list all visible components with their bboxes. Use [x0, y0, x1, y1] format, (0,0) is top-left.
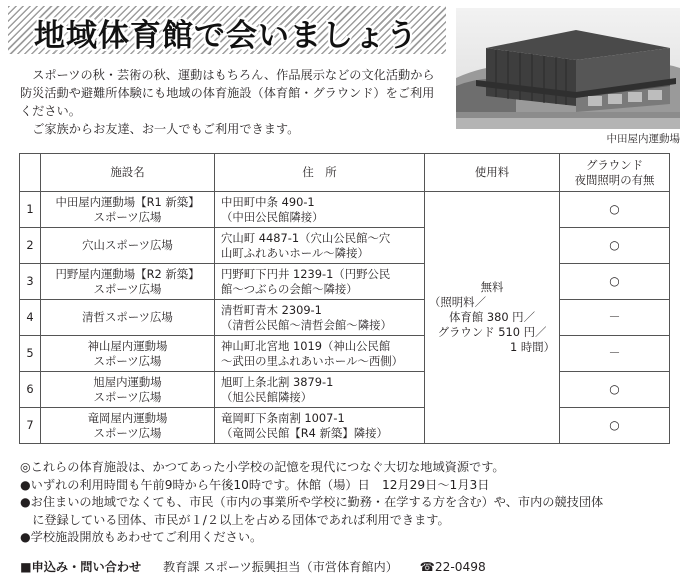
fee-line4: グラウンド 510 円／	[437, 325, 547, 339]
facility-address-line1: 神山町北宮地 1019（神山公民館	[221, 338, 391, 353]
facility-name-line1: 旭屋内運動場	[93, 374, 162, 389]
lighting-availability: ○	[560, 192, 670, 228]
note-item: ●いずれの利用時間も午前9時から午後10時です。休館（場）日 12月29日〜1月3日	[20, 477, 490, 492]
table-row	[20, 264, 670, 300]
lighting-availability: ○	[560, 264, 670, 300]
facility-address-line2: （竜岡公民館【R4 新築】隣接）	[221, 425, 388, 440]
lighting-availability: －	[560, 300, 670, 336]
facility-name-line1: 穴山スポーツ広場	[82, 238, 173, 252]
facility-address-line2: 館〜つぶらの会館〜隣接）	[221, 281, 358, 296]
col-header-name: 施設名	[41, 154, 215, 192]
row-number: 6	[20, 372, 41, 408]
facility-address	[215, 336, 425, 372]
intro-paragraph: スポーツの秋・芸術の秋、運動はもちろん、作品展示などの文化活動から防災活動や避難所体験にも地域の体育施設（体育館・グラウンド）をご利用ください。	[20, 68, 435, 118]
facility-name-line2: スポーツ広場	[93, 281, 162, 296]
fee-line2: （照明料／	[429, 295, 486, 309]
col-header-address: 住 所	[215, 154, 425, 192]
table-header-row	[20, 154, 670, 192]
table-row	[20, 192, 670, 228]
fee-line3: 体育館 380 円／	[449, 310, 535, 324]
gymnasium-photo	[456, 8, 680, 129]
lighting-availability: ○	[560, 408, 670, 444]
lighting-availability: ○	[560, 228, 670, 264]
row-number: 3	[20, 264, 41, 300]
facility-address-line1: 旭町上条北割 3879-1	[221, 374, 334, 389]
row-number: 7	[20, 408, 41, 444]
facility-name	[41, 300, 215, 336]
page-title: 地域体育館で会いましょう	[34, 18, 418, 54]
contact-label: ■申込み・問い合わせ	[20, 560, 142, 574]
usage-fee	[425, 192, 560, 444]
facility-name-line1: 円野屋内運動場【R2 新築】	[55, 266, 200, 281]
table-row	[20, 336, 670, 372]
facility-name-line1: 神山屋内運動場	[87, 338, 168, 353]
facility-name-line1: 中田屋内運動場【R1 新築】	[55, 194, 200, 209]
facility-name-line2: スポーツ広場	[93, 389, 162, 404]
facility-name	[41, 228, 215, 264]
facility-address	[215, 300, 425, 336]
facility-address	[215, 192, 425, 228]
facility-name-line1: 清哲スポーツ広場	[82, 310, 173, 324]
row-number: 4	[20, 300, 41, 336]
note-item: ●お住まいの地域でなくても、市民（市内の事業所や学校に勤務・在学する方を含む）や、市内の競技団体	[20, 495, 604, 509]
table-row	[20, 372, 670, 408]
facility-address	[215, 408, 425, 444]
lighting-availability: ○	[560, 372, 670, 408]
table-row	[20, 408, 670, 444]
gymnasium-building-illustration	[456, 8, 680, 129]
photo-caption: 中田屋内運動場	[606, 133, 680, 145]
intro-text	[20, 66, 440, 138]
lighting-availability: －	[560, 336, 670, 372]
col-header-fee: 使用料	[425, 154, 560, 192]
contact-department: 教育課 スポーツ振興担当（市営体育館内）	[162, 560, 398, 574]
facility-address-line1: 円野町下円井 1239-1（円野公民	[221, 266, 391, 281]
table-row	[20, 228, 670, 264]
facility-address-line1: 清哲町青木 2309-1	[221, 302, 322, 317]
row-number: 2	[20, 228, 41, 264]
facility-name-line2: スポーツ広場	[93, 209, 162, 224]
facility-address	[215, 264, 425, 300]
intro-paragraph: ご家族からお友達、お一人でもご利用できます。	[32, 122, 300, 136]
fee-line1: 無料	[480, 280, 504, 294]
facility-name-line2: スポーツ広場	[93, 353, 162, 368]
contact-info	[20, 558, 486, 575]
facility-name	[41, 192, 215, 228]
facility-name-line1: 竜岡屋内運動場	[87, 410, 168, 425]
facility-address-line2: （旭公民館隣接）	[221, 389, 313, 404]
row-number: 1	[20, 192, 41, 228]
row-number: 5	[20, 336, 41, 372]
facility-name-line2: スポーツ広場	[93, 425, 162, 440]
col-header-number	[20, 154, 41, 192]
facility-table	[19, 153, 670, 444]
facility-name	[41, 408, 215, 444]
table-row	[20, 300, 670, 336]
notes	[20, 459, 680, 547]
facility-address-line1: 穴山町 4487-1（穴山公民館〜穴	[221, 230, 391, 245]
col-header-lighting	[560, 154, 670, 192]
facility-address-line2: 〜武田の里ふれあいホール〜西側）	[221, 353, 404, 368]
facility-address-line2: （中田公民館隣接）	[221, 209, 324, 224]
col-header-lighting-line2: 夜間照明の有無	[574, 172, 655, 187]
facility-address-line2: （清哲公民館〜清哲会館〜隣接）	[221, 317, 392, 332]
note-item: ◎これらの体育施設は、かつてあった小学校の記憶を現代につなぐ大切な地域資源です。	[20, 460, 505, 474]
note-item: ●学校施設開放もあわせてご利用ください。	[20, 530, 263, 544]
facility-address	[215, 228, 425, 264]
facility-address-line1: 竜岡町下条南割 1007-1	[221, 410, 345, 425]
col-header-lighting-line1: グラウンド	[586, 157, 643, 172]
facility-name	[41, 372, 215, 408]
note-item: に登録している団体、市民が１/２以上を占める団体であれば利用できます。	[32, 512, 450, 527]
fee-line5: 1 時間）	[509, 340, 555, 354]
title-banner	[8, 6, 446, 54]
facility-address	[215, 372, 425, 408]
contact-phone: ☎22-0498	[419, 560, 486, 574]
facility-name	[41, 264, 215, 300]
facility-name	[41, 336, 215, 372]
facility-address-line1: 中田町中条 490-1	[221, 194, 315, 209]
facility-address-line2: 山町ふれあいホール〜隣接）	[221, 245, 369, 260]
